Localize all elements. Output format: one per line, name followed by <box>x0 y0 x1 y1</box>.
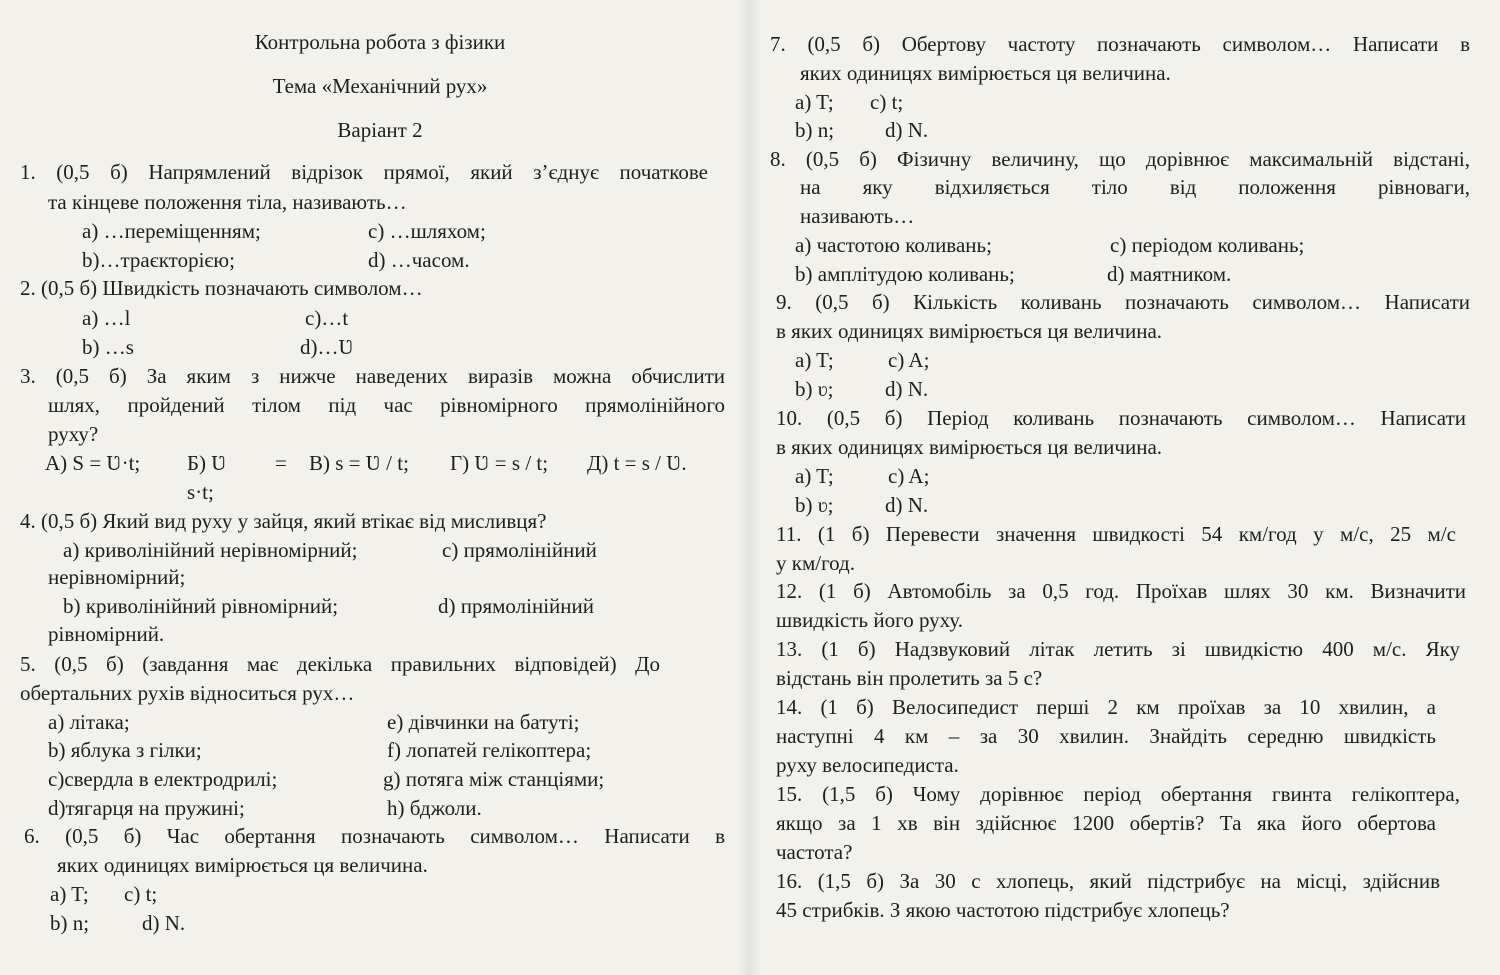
q4-option-d: d) прямолінійний <box>438 594 594 618</box>
q5-option-a: a) літака; <box>48 710 130 734</box>
question-1-text-cont: та кінцеве положення тіла, називають… <box>48 190 407 214</box>
q5-option-b: b) яблука з гілки; <box>48 738 202 762</box>
document-topic: Тема «Механічний рух» <box>272 74 488 98</box>
question-8-text: 8. (0,5 б) Фізичну величину, що дорівнює максимальній відстані, <box>770 147 1470 171</box>
question-13-text-cont: відстань він пролетить за 5 с? <box>776 666 1043 690</box>
q3-option-d: Д) t = s / Ʋ. <box>587 451 687 475</box>
q7-option-c: c) t; <box>870 90 904 114</box>
q8-option-c: с) періодом коливань; <box>1110 233 1305 257</box>
q2-option-d: d)…Ʋ <box>300 335 354 359</box>
question-15-text-end: частота? <box>776 840 853 864</box>
q9-option-a: a) T; <box>795 348 834 372</box>
q10-option-c: c) A; <box>888 464 930 488</box>
q6-option-a: a) T; <box>50 882 89 906</box>
question-5-text-cont: обертальних рухів відноситься рух… <box>20 681 355 705</box>
q10-option-a: a) T; <box>795 464 834 488</box>
q3-option-g: Г) Ʋ = s / t; <box>450 451 549 475</box>
question-6-text-cont: яких одиницях вимірюється ця величина. <box>57 853 428 877</box>
q3-option-b: Б) Ʋ <box>187 451 227 475</box>
question-8-text-cont: на яку відхиляється тіло від положення рівноваги, <box>800 175 1470 199</box>
q1-option-d: d) …часом. <box>368 248 470 272</box>
question-3-text: 3. (0,5 б) За яким з нижче наведених виразів можна обчислити <box>20 364 725 388</box>
q4-option-a: а) криволінійний нерівномірний; <box>63 538 358 562</box>
q2-option-b: b) …s <box>82 335 134 359</box>
q8-option-b: b) амплітудою коливань; <box>795 262 1015 286</box>
q5-option-g: g) потяга між станціями; <box>383 767 605 791</box>
question-13-text: 13. (1 б) Надзвуковий літак летить зі швидкістю 400 м/с. Яку <box>776 637 1460 661</box>
q1-option-b: b)…траєкторією; <box>82 248 235 272</box>
q5-option-d: d)тягарця на пружині; <box>48 796 245 820</box>
q8-option-d: d) маятником. <box>1107 262 1232 286</box>
q7-option-b: b) n; <box>795 118 835 142</box>
q1-option-a: а) …переміщенням; <box>82 219 261 243</box>
q9-option-b: b) ʋ; <box>795 377 834 401</box>
q4-option-c: с) прямолінійний <box>442 538 597 562</box>
q6-option-c: c) t; <box>124 882 158 906</box>
q7-option-d: d) N. <box>885 118 929 142</box>
q7-option-a: a) T; <box>795 90 834 114</box>
q3-option-v: В) s = Ʋ / t; <box>309 451 409 475</box>
question-5-text: 5. (0,5 б) (завдання має декілька правильних відповідей) До <box>20 652 660 676</box>
question-11-text-cont: у км/год. <box>776 551 855 575</box>
question-10-text-cont: в яких одиницях вимірюється ця величина. <box>776 435 1163 459</box>
q5-option-c: c)свердла в електродрилі; <box>48 767 278 791</box>
question-10-text: 10. (0,5 б) Період коливань позначають символом… Написати <box>776 406 1466 430</box>
question-3-text-end: руху? <box>48 422 99 446</box>
q9-option-c: c) A; <box>888 348 930 372</box>
q3-option-b-denominator: s·t; <box>187 480 214 504</box>
question-14-text-cont: наступні 4 км – за 30 хвилин. Знайдіть середню швидкість <box>776 724 1436 748</box>
question-6-text: 6. (0,5 б) Час обертання позначають символом… Написати в <box>24 824 725 848</box>
page-fold-shadow <box>738 0 760 975</box>
q1-option-c: с) …шляхом; <box>368 219 486 243</box>
q10-option-d: d) N. <box>885 493 929 517</box>
question-11-text: 11. (1 б) Перевести значення швидкості 54 км/год у м/с, 25 м/с <box>776 522 1456 546</box>
question-16-text-cont: 45 стрибків. З якою частотою підстрибує хлопець? <box>776 898 1230 922</box>
q2-option-c: c)…t <box>305 306 349 330</box>
q5-option-e: e) дівчинки на батуті; <box>387 710 580 734</box>
question-1-text: 1. (0,5 б) Напрямлений відрізок прямої, який з’єднує початкове <box>20 160 708 184</box>
q3-option-b-equals: = <box>275 451 287 475</box>
question-14-text: 14. (1 б) Велосипедист перші 2 км проїхав за 10 хвилин, а <box>776 695 1436 719</box>
q4-option-d-cont: рівномірний. <box>48 622 165 646</box>
q6-option-b: b) n; <box>50 911 90 935</box>
q9-option-d: d) N. <box>885 377 929 401</box>
q5-option-f: f) лопатей гелікоптера; <box>387 738 592 762</box>
question-12-text: 12. (1 б) Автомобіль за 0,5 год. Проїхав шлях 30 км. Визначити <box>776 579 1466 603</box>
question-14-text-end: руху велосипедиста. <box>776 753 959 777</box>
question-7-text-cont: яких одиницях вимірюється ця величина. <box>800 61 1171 85</box>
q5-option-h: h) бджоли. <box>387 796 482 820</box>
question-8-text-end: називають… <box>800 204 915 228</box>
variant-label: Варіант 2 <box>337 118 423 142</box>
question-9-text-cont: в яких одиницях вимірюється ця величина. <box>776 319 1163 343</box>
q3-option-a: А) S = Ʋ·t; <box>45 451 141 475</box>
q6-option-d: d) N. <box>142 911 186 935</box>
document-title: Контрольна робота з фізики <box>254 30 506 54</box>
question-9-text: 9. (0,5 б) Кількість коливань позначають символом… Написати <box>776 290 1470 314</box>
question-4-text: 4. (0,5 б) Який вид руху у зайця, який втікає від мисливця? <box>20 509 547 533</box>
question-3-text-cont: шлях, пройдений тілом під час рівномірного прямолінійного <box>48 393 725 417</box>
q10-option-b: b) ʋ; <box>795 493 834 517</box>
q4-option-b: b) криволінійний рівномірний; <box>63 594 339 618</box>
q4-option-c-cont: нерівномірний; <box>48 565 186 589</box>
question-16-text: 16. (1,5 б) За 30 с хлопець, який підстрибує на місці, здійснив <box>776 869 1440 893</box>
question-12-text-cont: швидкість його руху. <box>776 608 964 632</box>
question-15-text: 15. (1,5 б) Чому дорівнює період обертання гвинта гелікоптера, <box>776 782 1460 806</box>
question-7-text: 7. (0,5 б) Обертову частоту позначають символом… Написати в <box>770 32 1470 56</box>
q2-option-a: a) …l <box>82 306 131 330</box>
q8-option-a: а) частотою коливань; <box>795 233 992 257</box>
question-2-text: 2. (0,5 б) Швидкість позначають символом… <box>20 276 423 300</box>
question-15-text-cont: якщо за 1 хв він здійснює 1200 обертів? Та яка його обертова <box>776 811 1436 835</box>
